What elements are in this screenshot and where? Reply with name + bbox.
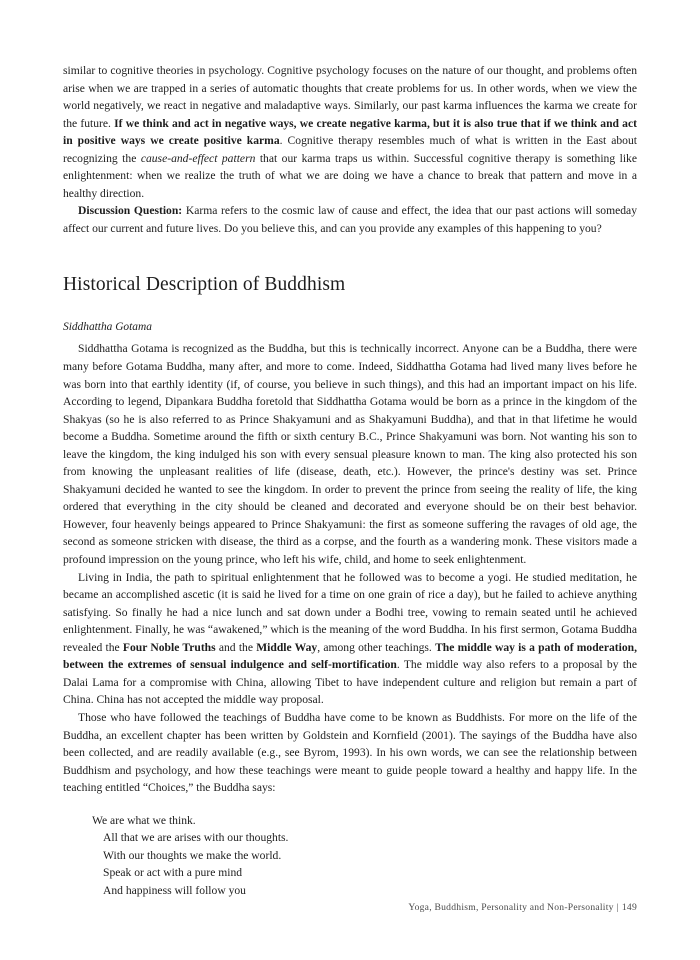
paragraph-text-run: . Cognitive therapy resembles much of what is written in the East about recognizing the (63, 134, 637, 165)
spacer (63, 297, 637, 320)
subsection-heading: Siddhattha Gotama (63, 321, 152, 334)
footer-book-title: Yoga, Buddhism, Personality and Non-Personality (408, 902, 614, 913)
paragraph-text-run: Living in India, the path to spiritual enlightenment that he followed was to become a yogi. He studied meditation, he became an accomplished ascetic (it is said he lived for a time on one grain of rice a day), but he failed to achieve anything satisfying. So finally he had a nice lunch and sat down under a Bodhi tree, vowing to remain seated until he achieved enlightenment. Finally, he was “awakened,” which is the meaning of the word Buddha. In his first sermon, Gotama Buddha revealed the (63, 570, 637, 654)
paragraph-text-run: and the (215, 640, 257, 654)
page-content (63, 62, 637, 899)
emphasis-middle-way-definition: The middle way is a path of moderation, between the extremes of sensual indulgence and self-mortification (63, 640, 637, 672)
paragraph-text-run: . The middle way also refers to a proposal by the Dalai Lama for a compromise with China, allowing Tibet to have independent culture and religion but remain a part of China. China has not accepted the middle way proposal. (63, 658, 637, 707)
discussion-question-label: Discussion Question: (78, 204, 183, 218)
paragraph-discussion-question (63, 202, 637, 237)
section-heading: Historical Description of Buddhism (63, 274, 346, 296)
spacer (63, 797, 637, 812)
paragraph-text-run: that our karma traps us within. Successful cognitive therapy is something like enlightenment: when we realize the truth of what we are doing we have a chance to break that pattern and move in a healthy direction. (63, 151, 637, 200)
paragraph-cognitive-theories (63, 62, 637, 202)
quote-line: Speak or act with a pure mind (103, 866, 243, 880)
emphasis-cause-and-effect-pattern: cause-and-effect pattern (140, 151, 256, 165)
page-footer (63, 902, 637, 913)
paragraph-text-run: , among other teachings. (317, 640, 436, 654)
emphasis-middle-way: Middle Way (256, 640, 318, 654)
paragraph-text-run: Karma refers to the cosmic law of cause and effect, the idea that our past actions will someday affect our current and future lives. Do you believe this, and can you provide any examples of this happening to you? (63, 204, 638, 235)
quote-line: And happiness will follow you (103, 883, 246, 897)
paragraph-living-in-india (63, 569, 637, 709)
quote-line: All that we are arises with our thoughts. (103, 831, 289, 845)
paragraph-text-run: similar to cognitive theories in psychology. Cognitive psychology focuses on the nature of our thought, and problems often arise when we are trapped in a series of automatic thoughts that create problems for us. In other words, when we view the world negatively, we react in negative and maladaptive ways. Similarly, our past karma influences the karma we create for the future. (63, 64, 637, 130)
paragraph-siddhattha-gotama: Siddhattha Gotama is recognized as the Buddha, but this is technically incorrect. Anyone can be a Buddha, there were many before Gotama Buddha, many after, and more to come. Indeed, Siddhattha Gotama had lived many lives before he was born into that earthly identity (if, of course, you believe in such things), and this had an important impact on his life. According to legend, Dipankara Buddha foretold that Siddhattha Gotama would be born as a prince in the kingdom of the Shakyas (so he is also referred to as Prince Shakyamuni and as Shakyamuni Buddha), and that in that lifetime he would become a Buddha. Sometime around the fifth or sixth century B.C., Prince Shakyamuni was born. Not wanting his son to leave the kingdom, the king indulged his son with every sensual pleasure known to man. The king also protected his son from knowing the unpleasant realities of life (disease, death, etc.). However, the prince's destiny was set. Prince Shakyamuni decided he wanted to see the kingdom. In order to prevent the prince from seeing the reality of life, the king ordered that everything in the city should be cleaned and decorated and everyone should be on their best behavior. However, four heavenly beings appeared to Prince Shakyamuni: the first as someone suffering the ravages of old age, the second as someone stricken with disease, the third as a corpse, and the fourth as a wandering monk. These visitors made a profound impression on the young prince, who left his wife, child, and home to seek enlightenment. (63, 342, 637, 567)
blockquote-choices (63, 812, 637, 900)
footer-page-number: 149 (621, 902, 637, 913)
footer-separator: | (616, 902, 619, 913)
paragraph-buddhists-sources: Those who have followed the teachings of Buddha have come to be known as Buddhists. For more on the life of the Buddha, an excellent chapter has been written by Goldstein and Kornfield (2001). The sayings of the Buddha have also been collected, and are readily available (e.g., see Byrom, 1993). In his own words, we can see the relationship between Buddhism and psychology, and how these teachings were meant to guide people toward a healthy and happy life. In the teaching entitled “Choices,” the Buddha says: (63, 710, 637, 795)
quote-line: With our thoughts we make the world. (103, 848, 282, 862)
emphasis-four-noble-truths: Four Noble Truths (122, 640, 216, 654)
quote-line: We are what we think. (92, 813, 196, 827)
spacer (63, 237, 637, 273)
emphasis-negative-positive-karma: If we think and act in negative ways, we create negative karma, but it is also true that if we think and act in positive ways we create positive karma (63, 116, 637, 148)
